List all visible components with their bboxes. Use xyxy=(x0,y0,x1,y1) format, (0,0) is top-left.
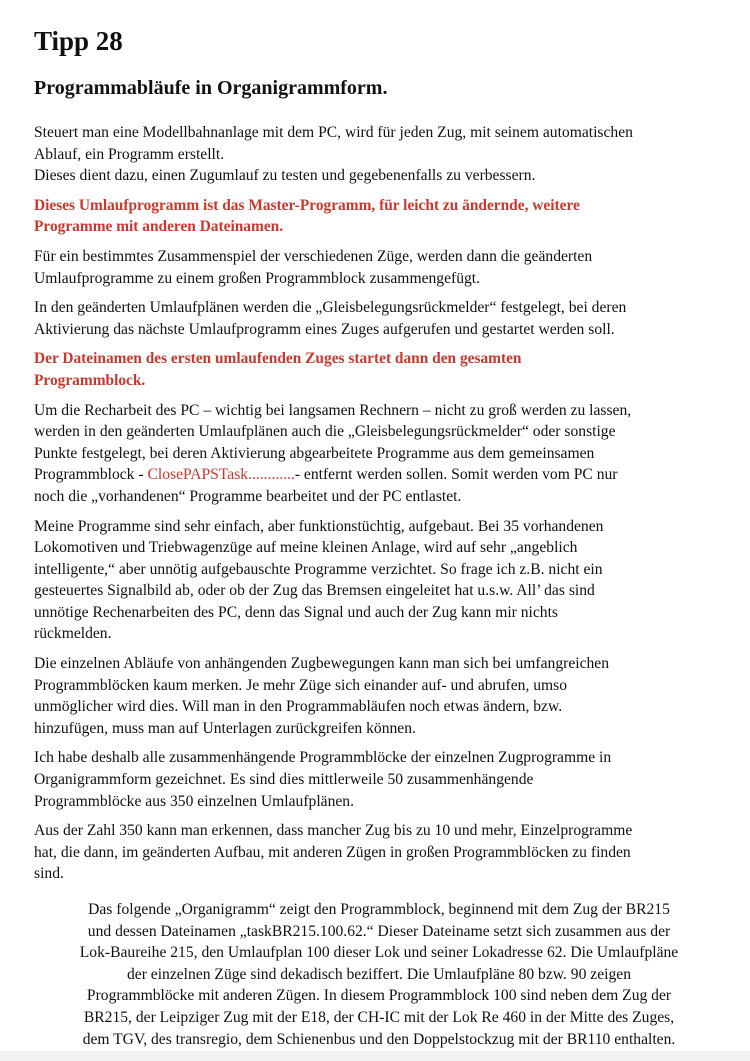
text-line: Ablauf, ein Programm erstellt. xyxy=(34,145,225,163)
text-line: BR215, der Leipziger Zug mit der E18, der CH-IC mit der Lok Re 460 in der Mitte des Zuges, xyxy=(83,1008,675,1026)
text-line: Organigrammform gezeichnet. Es sind dies mittlerweile 50 zusammenhängende xyxy=(34,771,534,789)
text-line: hinzufügen, muss man auf Unterlagen zurückgreifen können. xyxy=(34,719,416,737)
text-line: Ich habe deshalb alle zusammenhängende Programmblöcke der einzelnen Zugprogramme in xyxy=(34,749,612,767)
text-line xyxy=(34,464,724,486)
text-line: Um die Recharbeit des PC – wichtig bei langsamen Rechnern – nicht zu groß werden zu lassen, xyxy=(34,401,632,419)
text-line: gesteuertes Signalbild ab, oder ob der Zug das Bremsen eingeleitet hat u.s.w. All’ das sind xyxy=(34,582,595,600)
close-task-command: ClosePAPSTask............ xyxy=(147,466,295,484)
paragraph-track-detectors xyxy=(34,297,724,340)
text-line: Punkte festgelegt, bei deren Aktivierung abgearbeitete Programme aus dem gemeinsamen xyxy=(34,444,595,462)
text-line: rückmelden. xyxy=(34,625,112,643)
text-line: Lokomotiven und Triebwagenzüge auf meine kleinen Anlage, wird auf sehr „angeblich xyxy=(34,539,578,557)
text-line: In den geänderten Umlaufplänen werden die „Gleisbelegungsrückmelder“ festgelegt, bei deren xyxy=(34,299,627,317)
text-line: Die einzelnen Abläufe von anhängenden Zugbewegungen kann man sich bei umfangreichen xyxy=(34,655,610,673)
text-line: hat, die dann, im geänderten Aufbau, mit anderen Zügen in großen Programmblöcken zu finden xyxy=(34,843,631,861)
text-line: und dessen Dateinamen „taskBR215.100.62.“ Dieser Dateiname setzt sich zusammen aus der xyxy=(87,922,671,940)
text-line: Dieses dient dazu, einen Zugumlauf zu testen und gegebenenfalls zu verbessern. xyxy=(34,167,536,185)
page-title: Tipp 28 xyxy=(34,26,123,56)
text-line: Lok-Baureihe 215, den Umlaufplan 100 dieser Lok und seiner Lokadresse 62. Die Umlaufpläne xyxy=(79,944,679,962)
text-line: Programmblock. xyxy=(34,371,146,389)
text-line: Aus der Zahl 350 kann man erkennen, dass mancher Zug bis zu 10 und mehr, Einzelprogramme xyxy=(34,822,633,840)
text-line: Umlaufprogramme zu einem großen Programmblock zusammengefügt. xyxy=(34,269,481,287)
paragraph-intro xyxy=(34,122,724,187)
text-line: Aktivierung das nächste Umlaufprogramm eines Zuges aufgerufen und gestartet werden soll. xyxy=(34,320,615,338)
paragraph-following-organigram xyxy=(34,899,724,1050)
paragraph-simple-programs xyxy=(34,516,724,646)
paragraph-program-block xyxy=(34,246,724,289)
text-line: Dieses Umlaufprogramm ist das Master-Programm, für leicht zu ändernde, weitere xyxy=(34,196,580,214)
text-line: der einzelnen Züge sind dekadisch beziffert. Die Umlaufpläne 80 bzw. 90 zeigen xyxy=(126,965,631,983)
text-segment: - entfernt werden sollen. Somit werden vom PC nur xyxy=(294,466,618,484)
text-line: Für ein bestimmtes Zusammenspiel der verschiedenen Züge, werden dann die geänderten xyxy=(34,247,593,265)
text-line: Programmblöcken kaum merken. Je mehr Züge sich einander auf- und abrufen, umso xyxy=(34,676,568,694)
highlight-master-program xyxy=(34,195,724,238)
paragraph-organigram xyxy=(34,747,724,812)
page-subtitle: Programmabläufe in Organigrammform. xyxy=(34,77,388,99)
text-line: Steuert man eine Modellbahnanlage mit dem PC, wird für jeden Zug, mit seinem automatischen xyxy=(34,124,633,141)
text-line: werden in den geänderten Umlaufplänen auch die „Gleisbelegungsrückmelder“ oder sonstige xyxy=(34,423,616,441)
paragraph-train-movements xyxy=(34,653,724,739)
text-line: Meine Programme sind sehr einfach, aber funktionstüchtig, aufgebaut. Bei 35 vorhandenen xyxy=(34,517,604,535)
text-line: dem TGV, des transregio, dem Schienenbus und den Doppelstockzug mit der BR110 enthalten. xyxy=(82,1030,676,1048)
highlight-first-train xyxy=(34,348,724,391)
text-line: unnötige Rechenarbeiten des PC, denn das Signal und auch der Zug kann mir nichts xyxy=(34,603,559,621)
page-bottom-edge xyxy=(0,1051,750,1061)
text-line: sind. xyxy=(34,865,64,883)
paragraph-pc-workload xyxy=(34,400,724,508)
document-page xyxy=(34,22,724,1050)
text-line: Programmblöcke mit anderen Zügen. In diesem Programmblock 100 sind neben dem Zug der xyxy=(86,987,672,1005)
paragraph-350-programs xyxy=(34,820,724,885)
text-segment: Programmblock - xyxy=(34,466,148,484)
text-line: unmöglicher wird dies. Will man in den Programmabläufen noch etwas ändern, bzw. xyxy=(34,698,563,716)
text-line: Das folgende „Organigramm“ zeigt den Programmblock, beginnend mit dem Zug der BR215 xyxy=(88,901,670,918)
text-line: Programmblöcke aus 350 einzelnen Umlaufplänen. xyxy=(34,792,355,810)
text-line: Der Dateinamen des ersten umlaufenden Zuges startet dann den gesamten xyxy=(34,350,522,368)
text-line: Programme mit anderen Dateinamen. xyxy=(34,218,284,236)
text-line: intelligente,“ aber unnötig aufgebauschte Programme verzichtet. So frage ich z.B. nicht ein xyxy=(34,560,603,578)
text-line: noch die „vorhandenen“ Programme bearbeitet und der PC entlastet. xyxy=(34,487,462,505)
